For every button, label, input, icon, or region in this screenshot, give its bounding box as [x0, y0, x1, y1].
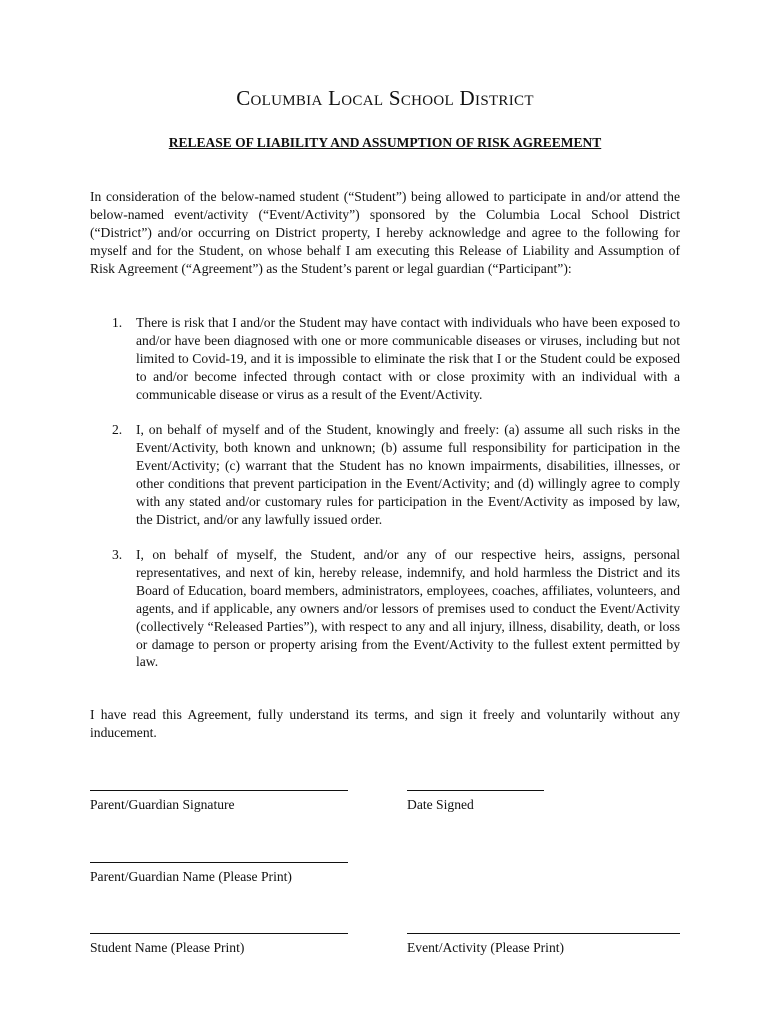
page-title: Columbia Local School District — [236, 86, 534, 110]
clause-list — [90, 314, 680, 689]
clause-item — [90, 314, 680, 404]
parent-signature-label: Parent/Guardian Signature — [90, 797, 235, 812]
clause-text: I, on behalf of myself, the Student, and/or any of our respective heirs, assigns, personal representatives, and next of kin, hereby release, indemnify, and hold harmless the District and its Board of Education, board members, administrators, employees, coaches, affiliates, volunteers, and agents, and if applicable, any owners and/or lessors of premises used to conduct the Event/Activity (collectively “Released Parties”), with respect to any and all injury, illness, disability, death, or loss or damage to person or property arising from the Event/Activity to the fullest extent permitted by law. — [136, 546, 680, 670]
parent-signature-field[interactable] — [90, 790, 348, 813]
event-activity-label: Event/Activity (Please Print) — [407, 940, 565, 955]
event-activity-field[interactable] — [407, 933, 680, 956]
closing-paragraph: I have read this Agreement, fully understand its terms, and sign it freely and voluntarily without any inducement. — [90, 707, 680, 740]
agreement-subtitle: RELEASE OF LIABILITY AND ASSUMPTION OF RISK AGREEMENT — [168, 135, 602, 150]
intro-paragraph: In consideration of the below-named student (“Student”) being allowed to participate in and/or attend the below-named event/activity (“Event/Activity”) sponsored by the Columbia Local School District (“District”) and/or occurring on District property, I hereby acknowledge and agree to the following for myself and for the Student, on whose behalf I am executing this Release of Liability and Assumption of Risk Agreement (“Agreement”) as the Student’s parent or legal guardian (“Participant”): — [90, 189, 680, 276]
signature-line[interactable] — [407, 790, 544, 791]
signature-line[interactable] — [90, 862, 348, 863]
clause-item — [90, 421, 680, 528]
signature-line[interactable] — [407, 933, 680, 934]
parent-name-field[interactable] — [90, 862, 348, 885]
clause-item — [90, 546, 680, 671]
date-signed-label: Date Signed — [407, 797, 474, 812]
student-name-label: Student Name (Please Print) — [90, 940, 245, 955]
clause-text: I, on behalf of myself and of the Student, knowingly and freely: (a) assume all such risks in the Event/Activity, both known and unknown; (b) assume full responsibility for participation in the Event/Activity; (c) warrant that the Student has no known impairments, disabilities, illnesses, or other conditions that prevent participation in the Event/Activity; and (d) willingly agree to comply with any stated and/or customary rules for participation in the Event/Activity as imposed by law, the District, and/or any lawfully issued order. — [136, 422, 680, 527]
signature-line[interactable] — [90, 790, 348, 791]
parent-name-label: Parent/Guardian Name (Please Print) — [90, 869, 292, 884]
student-name-field[interactable] — [90, 933, 348, 956]
clause-number: 2. — [112, 422, 123, 438]
signature-line[interactable] — [90, 933, 348, 934]
date-signed-field[interactable] — [407, 790, 544, 813]
clause-number: 3. — [112, 546, 123, 562]
clause-text: There is risk that I and/or the Student may have contact with individuals who have been exposed to and/or have been diagnosed with one or more communicable diseases or viruses, including but not limited to Covid-19, and it is impossible to eliminate the risk that I or the Student could be exposed to and/or become infected through contact with or close proximity with an individual with a communicable disease or virus as a result of the Event/Activity. — [136, 315, 680, 402]
clause-number: 1. — [112, 315, 123, 330]
